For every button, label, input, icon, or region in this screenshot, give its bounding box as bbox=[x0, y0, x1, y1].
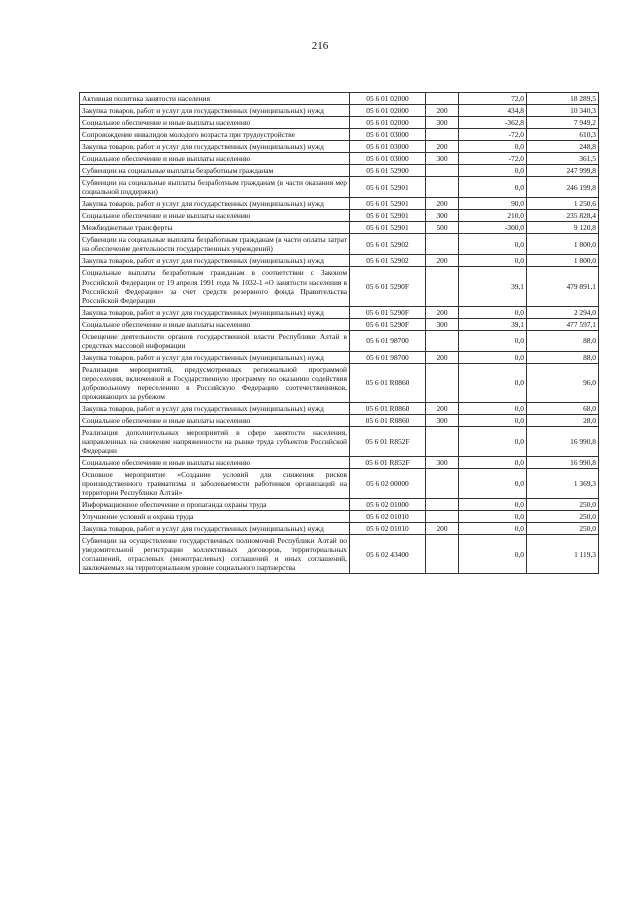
row-code-cell: 05 6 01 52901 bbox=[350, 177, 426, 198]
row-name-cell: Закупка товаров, работ и услуг для государственных (муниципальных) нужд bbox=[80, 141, 350, 153]
row-code-cell: 05 6 01 5290F bbox=[350, 318, 426, 330]
row-code-cell: 05 6 01 R0860 bbox=[350, 363, 426, 402]
row-amount-cell: 16 990,8 bbox=[527, 426, 599, 456]
table-row bbox=[80, 141, 599, 153]
row-change-cell: -362,8 bbox=[459, 117, 527, 129]
row-amount-cell: 88,0 bbox=[527, 330, 599, 351]
row-expense-type-cell: 500 bbox=[426, 222, 459, 234]
table-row bbox=[80, 210, 599, 222]
row-name-cell: Социальное обеспечение и иные выплаты населению bbox=[80, 153, 350, 165]
row-change-cell: 0,0 bbox=[459, 351, 527, 363]
row-expense-type-cell: 300 bbox=[426, 457, 459, 469]
row-change-cell: 0,0 bbox=[459, 457, 527, 469]
row-name-cell: Освещение деятельности органов государственной власти Республики Алтай в средствах массовой информации bbox=[80, 330, 350, 351]
row-expense-type-cell: 300 bbox=[426, 318, 459, 330]
row-amount-cell: 2 294,0 bbox=[527, 306, 599, 318]
row-amount-cell: 10 340,3 bbox=[527, 105, 599, 117]
row-change-cell: 210,0 bbox=[459, 210, 527, 222]
row-code-cell: 05 6 01 R852F bbox=[350, 457, 426, 469]
row-expense-type-cell: 200 bbox=[426, 255, 459, 267]
row-code-cell: 05 6 02 01010 bbox=[350, 523, 426, 535]
row-code-cell: 05 6 01 52902 bbox=[350, 255, 426, 267]
row-name-cell: Закупка товаров, работ и услуг для государственных (муниципальных) нужд bbox=[80, 402, 350, 414]
row-change-cell: 0,0 bbox=[459, 306, 527, 318]
row-expense-type-cell: 200 bbox=[426, 402, 459, 414]
row-code-cell: 05 6 01 52901 bbox=[350, 210, 426, 222]
row-name-cell: Сопровождение инвалидов молодого возраста при трудоустройстве bbox=[80, 129, 350, 141]
table-row bbox=[80, 255, 599, 267]
row-amount-cell: 610,3 bbox=[527, 129, 599, 141]
table-row bbox=[80, 523, 599, 535]
row-code-cell: 05 6 01 03000 bbox=[350, 153, 426, 165]
row-amount-cell: 7 949,2 bbox=[527, 117, 599, 129]
row-amount-cell: 1 250,6 bbox=[527, 198, 599, 210]
row-expense-type-cell: 200 bbox=[426, 523, 459, 535]
row-expense-type-cell bbox=[426, 426, 459, 456]
row-name-cell: Закупка товаров, работ и услуг для государственных (муниципальных) нужд bbox=[80, 306, 350, 318]
row-code-cell: 05 6 01 52901 bbox=[350, 198, 426, 210]
row-expense-type-cell bbox=[426, 363, 459, 402]
table-row bbox=[80, 306, 599, 318]
row-change-cell: 72,0 bbox=[459, 93, 527, 105]
row-change-cell: 0,0 bbox=[459, 499, 527, 511]
row-amount-cell: 96,0 bbox=[527, 363, 599, 402]
row-code-cell: 05 6 01 02000 bbox=[350, 105, 426, 117]
row-amount-cell: 1 119,3 bbox=[527, 535, 599, 574]
row-name-cell: Закупка товаров, работ и услуг для государственных (муниципальных) нужд bbox=[80, 198, 350, 210]
row-name-cell: Закупка товаров, работ и услуг для государственных (муниципальных) нужд bbox=[80, 523, 350, 535]
row-name-cell: Закупка товаров, работ и услуг для государственных (муниципальных) нужд bbox=[80, 255, 350, 267]
row-change-cell: 0,0 bbox=[459, 330, 527, 351]
table-row bbox=[80, 535, 599, 574]
row-change-cell: 0,0 bbox=[459, 535, 527, 574]
row-name-cell: Социальное обеспечение и иные выплаты населению bbox=[80, 117, 350, 129]
row-code-cell: 05 6 01 R852F bbox=[350, 426, 426, 456]
table-row bbox=[80, 511, 599, 523]
table-row bbox=[80, 129, 599, 141]
row-amount-cell: 68,0 bbox=[527, 402, 599, 414]
budget-table bbox=[79, 92, 599, 574]
table-row bbox=[80, 222, 599, 234]
row-amount-cell: 235 828,4 bbox=[527, 210, 599, 222]
row-amount-cell: 479 891,1 bbox=[527, 267, 599, 306]
row-expense-type-cell bbox=[426, 93, 459, 105]
table-row bbox=[80, 165, 599, 177]
row-amount-cell: 18 289,5 bbox=[527, 93, 599, 105]
table-row bbox=[80, 105, 599, 117]
row-code-cell: 05 6 01 52900 bbox=[350, 165, 426, 177]
row-name-cell: Закупка товаров, работ и услуг для государственных (муниципальных) нужд bbox=[80, 351, 350, 363]
row-name-cell: Субвенции на социальные выплаты безработным гражданам bbox=[80, 165, 350, 177]
row-name-cell: Субвенции на социальные выплаты безработным гражданам (в части оплаты затрат на обеспечение деятельности государственных учреждений) bbox=[80, 234, 350, 255]
table-row bbox=[80, 234, 599, 255]
row-change-cell: 0,0 bbox=[459, 426, 527, 456]
row-name-cell: Социальное обеспечение и иные выплаты населению bbox=[80, 414, 350, 426]
table-row bbox=[80, 351, 599, 363]
row-change-cell: 434,8 bbox=[459, 105, 527, 117]
row-name-cell: Социальные выплаты безработным гражданам в соответствии с Законом Российской Федерации от 19 апреля 1991 года № 1032-1 «О занятости населения в Российской Федерации» за счет средств резервного фонда Правительства Российской Федерации bbox=[80, 267, 350, 306]
row-name-cell: Реализация дополнительных мероприятий в сфере занятости населения, направленных на снижение напряженности на рынке труда субъектов Российской Федерации bbox=[80, 426, 350, 456]
row-expense-type-cell: 200 bbox=[426, 306, 459, 318]
row-amount-cell: 250,0 bbox=[527, 511, 599, 523]
row-amount-cell: 248,8 bbox=[527, 141, 599, 153]
row-code-cell: 05 6 01 02000 bbox=[350, 117, 426, 129]
table-row bbox=[80, 499, 599, 511]
row-name-cell: Реализация мероприятий, предусмотренных региональной программой переселения, включенной в Государственную программу по оказанию содействия добровольному переселению в Российскую Федерацию соотечественников, проживающих за рубежом bbox=[80, 363, 350, 402]
row-expense-type-cell: 300 bbox=[426, 210, 459, 222]
row-code-cell: 05 6 02 01000 bbox=[350, 499, 426, 511]
row-change-cell: 0,0 bbox=[459, 363, 527, 402]
row-expense-type-cell: 200 bbox=[426, 351, 459, 363]
row-amount-cell: 88,0 bbox=[527, 351, 599, 363]
row-amount-cell: 1 800,0 bbox=[527, 255, 599, 267]
row-change-cell: 90,0 bbox=[459, 198, 527, 210]
row-expense-type-cell bbox=[426, 511, 459, 523]
row-change-cell: 0,0 bbox=[459, 511, 527, 523]
table-row bbox=[80, 414, 599, 426]
row-change-cell: 0,0 bbox=[459, 234, 527, 255]
row-name-cell: Социальное обеспечение и иные выплаты населению bbox=[80, 318, 350, 330]
table-row bbox=[80, 330, 599, 351]
table-row bbox=[80, 457, 599, 469]
row-name-cell: Информационное обеспечение и пропаганда охраны труда bbox=[80, 499, 350, 511]
page-number: 216 bbox=[311, 40, 329, 52]
row-expense-type-cell bbox=[426, 535, 459, 574]
row-code-cell: 05 6 02 00000 bbox=[350, 469, 426, 499]
table-row bbox=[80, 198, 599, 210]
row-change-cell: 0,0 bbox=[459, 255, 527, 267]
row-expense-type-cell bbox=[426, 165, 459, 177]
row-change-cell: -72,0 bbox=[459, 153, 527, 165]
row-change-cell: -300,0 bbox=[459, 222, 527, 234]
row-expense-type-cell bbox=[426, 330, 459, 351]
row-expense-type-cell: 200 bbox=[426, 198, 459, 210]
row-expense-type-cell: 300 bbox=[426, 414, 459, 426]
row-change-cell: 0,0 bbox=[459, 469, 527, 499]
row-code-cell: 05 6 01 02000 bbox=[350, 93, 426, 105]
table-row bbox=[80, 402, 599, 414]
row-expense-type-cell bbox=[426, 499, 459, 511]
row-amount-cell: 16 990,8 bbox=[527, 457, 599, 469]
row-code-cell: 05 6 01 R0860 bbox=[350, 402, 426, 414]
row-amount-cell: 250,0 bbox=[527, 499, 599, 511]
row-change-cell: 39,1 bbox=[459, 318, 527, 330]
row-change-cell: 0,0 bbox=[459, 523, 527, 535]
row-amount-cell: 477 597,1 bbox=[527, 318, 599, 330]
row-code-cell: 05 6 01 03000 bbox=[350, 129, 426, 141]
row-code-cell: 05 6 02 01010 bbox=[350, 511, 426, 523]
row-amount-cell: 247 999,8 bbox=[527, 165, 599, 177]
row-change-cell: 0,0 bbox=[459, 402, 527, 414]
row-name-cell: Улучшение условий и охрана труда bbox=[80, 511, 350, 523]
table-row bbox=[80, 318, 599, 330]
row-change-cell: 0,0 bbox=[459, 177, 527, 198]
row-expense-type-cell: 200 bbox=[426, 105, 459, 117]
row-amount-cell: 28,0 bbox=[527, 414, 599, 426]
budget-table-body bbox=[80, 93, 599, 574]
row-change-cell: 0,0 bbox=[459, 414, 527, 426]
row-expense-type-cell: 300 bbox=[426, 117, 459, 129]
row-code-cell: 05 6 01 5290F bbox=[350, 267, 426, 306]
row-expense-type-cell: 200 bbox=[426, 141, 459, 153]
row-code-cell: 05 6 01 98700 bbox=[350, 351, 426, 363]
table-row bbox=[80, 117, 599, 129]
row-code-cell: 05 6 01 52901 bbox=[350, 222, 426, 234]
row-change-cell: 39,1 bbox=[459, 267, 527, 306]
row-amount-cell: 361,5 bbox=[527, 153, 599, 165]
table-row bbox=[80, 177, 599, 198]
table-row bbox=[80, 426, 599, 456]
row-expense-type-cell bbox=[426, 234, 459, 255]
table-row bbox=[80, 93, 599, 105]
row-expense-type-cell bbox=[426, 177, 459, 198]
row-name-cell: Субвенции на осуществление государственных полномочий Республики Алтай по уведомительной регистрации коллективных договоров, территориальных соглашений, отраслевых (межотраслевых) соглашений и иных соглашений, заключаемых на территориальном уровне социального партнерства bbox=[80, 535, 350, 574]
row-change-cell: 0,0 bbox=[459, 141, 527, 153]
table-row bbox=[80, 363, 599, 402]
row-name-cell: Социальное обеспечение и иные выплаты населению bbox=[80, 457, 350, 469]
row-change-cell: 0,0 bbox=[459, 165, 527, 177]
table-row bbox=[80, 469, 599, 499]
row-code-cell: 05 6 01 98700 bbox=[350, 330, 426, 351]
row-name-cell: Активная политика занятости населения bbox=[80, 93, 350, 105]
row-name-cell: Межбюджетные трансферты bbox=[80, 222, 350, 234]
row-code-cell: 05 6 01 5290F bbox=[350, 306, 426, 318]
row-code-cell: 05 6 02 43400 bbox=[350, 535, 426, 574]
table-row bbox=[80, 153, 599, 165]
row-expense-type-cell bbox=[426, 267, 459, 306]
table-row bbox=[80, 267, 599, 306]
row-amount-cell: 250,0 bbox=[527, 523, 599, 535]
row-amount-cell: 1 800,0 bbox=[527, 234, 599, 255]
row-change-cell: -72,0 bbox=[459, 129, 527, 141]
row-amount-cell: 9 120,8 bbox=[527, 222, 599, 234]
row-code-cell: 05 6 01 52902 bbox=[350, 234, 426, 255]
row-name-cell: Социальное обеспечение и иные выплаты населению bbox=[80, 210, 350, 222]
row-expense-type-cell: 300 bbox=[426, 153, 459, 165]
row-expense-type-cell bbox=[426, 469, 459, 499]
row-code-cell: 05 6 01 R0860 bbox=[350, 414, 426, 426]
row-expense-type-cell bbox=[426, 129, 459, 141]
row-name-cell: Субвенции на социальные выплаты безработным гражданам (в части оказания мер социальной поддержки) bbox=[80, 177, 350, 198]
row-code-cell: 05 6 01 03000 bbox=[350, 141, 426, 153]
row-amount-cell: 1 369,3 bbox=[527, 469, 599, 499]
row-name-cell: Основное мероприятие «Создание условий для снижения рисков производственного травматизма и заболеваемости работников организаций на территории Республики Алтай» bbox=[80, 469, 350, 499]
row-name-cell: Закупка товаров, работ и услуг для государственных (муниципальных) нужд bbox=[80, 105, 350, 117]
row-amount-cell: 246 199,8 bbox=[527, 177, 599, 198]
